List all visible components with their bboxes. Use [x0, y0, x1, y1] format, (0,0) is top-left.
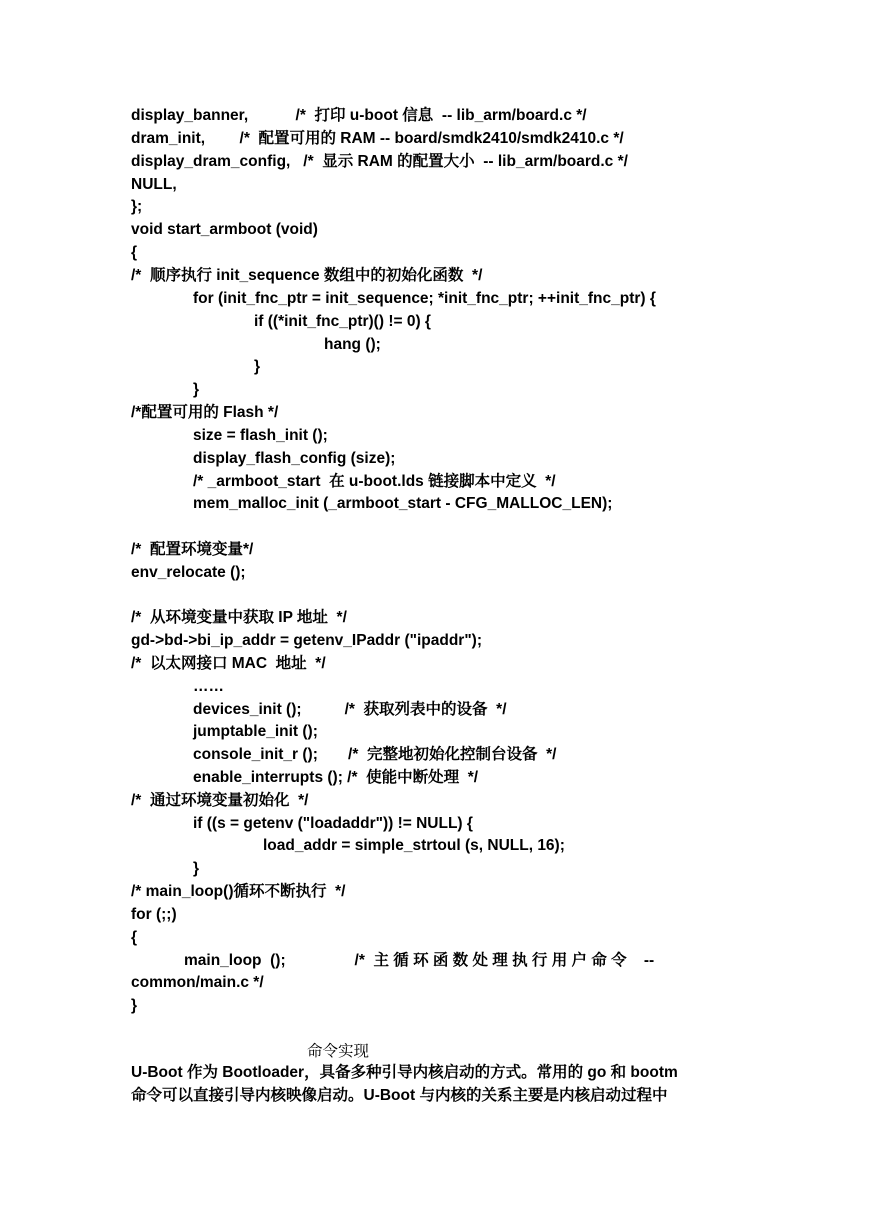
code-line: for (;;) [131, 906, 177, 923]
body-text-line: 命令可以直接引导内核映像启动。U-Boot 与内核的关系主要是内核启动过程中 [131, 1087, 668, 1104]
code-line: if ((s = getenv ("loadaddr")) != NULL) { [193, 815, 473, 832]
code-line: display_dram_config, /* 显示 RAM 的配置大小 -- lib_arm/board.c */ [131, 153, 628, 170]
code-line: env_relocate (); [131, 564, 246, 581]
section-title: 命令实现 [307, 1043, 370, 1060]
code-line: { [131, 929, 138, 946]
code-line: gd->bd->bi_ip_addr = getenv_IPaddr ("ipaddr"); [131, 632, 483, 649]
code-line: NULL, [131, 176, 177, 193]
code-line: …… [193, 678, 224, 695]
code-line: if ((*init_fnc_ptr)() != 0) { [254, 313, 431, 330]
code-line: mem_malloc_init (_armboot_start - CFG_MALLOC_LEN); [193, 495, 613, 512]
code-line: main_loop (); /* 主 循 环 函 数 处 理 执 行 用 户 命 令 -- [184, 952, 655, 969]
code-line: /* 顺序执行 init_sequence 数组中的初始化函数 */ [131, 267, 483, 284]
code-line: display_banner, /* 打印 u-boot 信息 -- lib_arm/board.c */ [131, 107, 587, 124]
code-line: } [254, 358, 261, 375]
code-line: /* 以太网接口 MAC 地址 */ [131, 655, 326, 672]
code-line: common/main.c */ [131, 974, 264, 991]
code-line: /* 通过环境变量初始化 */ [131, 792, 309, 809]
code-line: /* _armboot_start 在 u-boot.lds 链接脚本中定义 */ [193, 473, 556, 490]
code-line: /* 配置环境变量*/ [131, 541, 254, 558]
code-line: /* main_loop()循环不断执行 */ [131, 883, 346, 900]
code-line: jumptable_init (); [193, 723, 318, 740]
code-line: } [131, 997, 138, 1014]
code-line: devices_init (); /* 获取列表中的设备 */ [193, 701, 507, 718]
code-line: load_addr = simple_strtoul (s, NULL, 16); [263, 837, 565, 854]
code-line: console_init_r (); /* 完整地初始化控制台设备 */ [193, 746, 557, 763]
code-line: for (init_fnc_ptr = init_sequence; *init_fnc_ptr; ++init_fnc_ptr) { [193, 290, 656, 307]
code-line: /* 从环境变量中获取 IP 地址 */ [131, 609, 347, 626]
code-line: enable_interrupts (); /* 使能中断处理 */ [193, 769, 479, 786]
body-text-line: U-Boot 作为 Bootloader，具备多种引导内核启动的方式。常用的 go 和 bootm [131, 1064, 678, 1081]
code-line: /*配置可用的 Flash */ [131, 404, 279, 421]
code-line: size = flash_init (); [193, 427, 328, 444]
code-line: hang (); [324, 336, 381, 353]
code-line: } [193, 860, 200, 877]
code-line: display_flash_config (size); [193, 450, 396, 467]
code-line: } [193, 381, 200, 398]
code-line: { [131, 244, 138, 261]
code-line: }; [131, 198, 143, 215]
code-line: void start_armboot (void) [131, 221, 318, 238]
code-line: dram_init, /* 配置可用的 RAM -- board/smdk2410/smdk2410.c */ [131, 130, 624, 147]
